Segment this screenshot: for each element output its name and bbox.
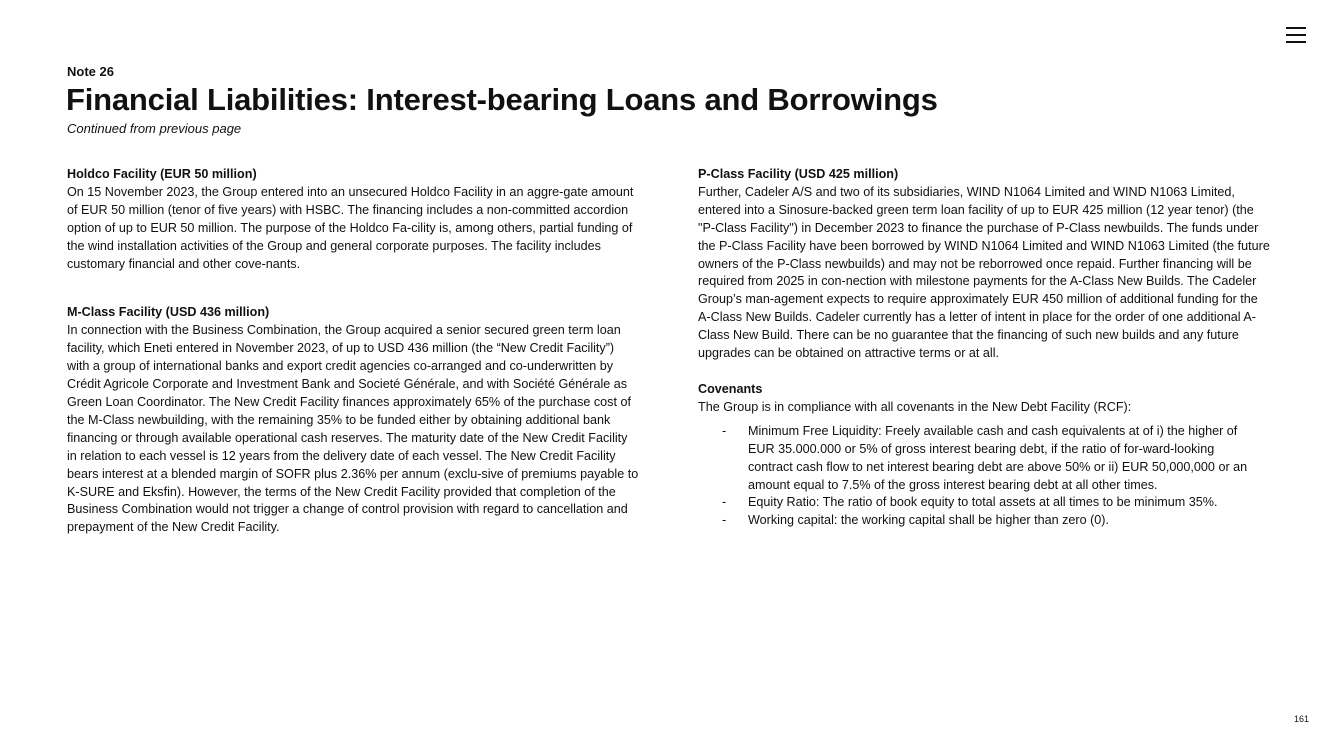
hamburger-menu-icon[interactable] [1286,26,1306,44]
list-item [698,512,1270,530]
mclass-facility-heading: M-Class Facility (USD 436 million) [67,305,270,320]
page-number: 161 [1294,714,1310,724]
holdco-facility-body: On 15 November 2023, the Group entered into an unsecured Holdco Facility in an aggre-gate amount of EUR 50 million (tenor of five years) with HSBC. The financing includes a non-committed accordion option of up to EUR 50 million. The purpose of the Holdco Fa-cility is, among others, partial funding of the wind installation activities of the Group and general corporate purposes. The facility includes customary financial and other cove-nants. [67,184,634,271]
menu-bar-middle [1286,34,1306,36]
menu-bar-top [1286,27,1306,29]
list-item [698,494,1270,512]
note-label: Note 26 [67,64,114,79]
left-column [67,166,639,568]
holdco-facility-heading: Holdco Facility (EUR 50 million) [67,167,257,181]
list-item [698,423,1270,495]
covenants-list [698,423,1270,530]
covenant-text: Working capital: the working capital shall be higher than zero (0). [748,513,1109,528]
pclass-facility-body: Further, Cadeler A/S and two of its subsidiaries, WIND N1064 Limited and WIND N1063 Limited, entered into a Sinosure-backed green term loan facility of up to EUR 425 million (12 year tenor) (the "P-Class Facility") in December 2023 to finance the purchase of P-Class newbuilds. The funds under the P-Class Facility have been borrowed by WIND N1064 Limited and WIND N1063 Limited (the future owners of the P-Class newbuilds) and may not be reborrowed once repaid. Further financing will be required from 2025 in con-nection with milestone payments for the A-Class New Builds. The Cadeler Group’s man-agement expects to require approximately EUR 450 million of additional funding for the A-Class New Builds. Cadeler currently has a letter of intent in place for the order of one additional A-Class New Build. There can be no guarantee that the financing of such new builds and any future upgrades can be obtained on attractive terms or at all. [698,184,1270,361]
bullet-dash: - [722,513,727,528]
covenant-text: Minimum Free Liquidity: Freely available cash and cash equivalents at of i) the higher of EUR 35.000.000 or 5% of gross interest bearing debt, if the ratio of for-ward-looking contract cash flow to net interest bearing debt are above 50% or ii) EUR 50,000,000 or an amount equal to 7.5% of the gross interest bearing debt at all other times. [748,423,1248,492]
mclass-facility-body: In connection with the Business Combination, the Group acquired a senior secured green term loan facility, which Eneti entered in November 2023, of up to USD 436 million (the “New Credit Facility”) with a group of international banks and export credit agencies co-arranged and co-underwritten by Crédit Agricole Corporate and Investment Bank and Societé Générale, and with Société Générale as Green Loan Coordinator. The New Credit Facility finances approximately 65% of the purchase cost of the M-Class newbuilding, with the remaining 35% to be funded either by obtaining additional bank financing or through available operational cash reserves. The maturity date of the New Credit Facility in relation to each vessel is 12 years from the delivery date of each vessel. The New Credit Facility bears interest at a blended margin of SOFR plus 2.36% per annum (exclu-sive of premiums payable to K-SURE and Eksfin). However, the terms of the New Credit Facility provided that completion of the Business Combination would not trigger a change of control provision with regard to cancellation and prepayment of the New Credit Facility. [67,323,639,535]
covenants-heading: Covenants [698,381,763,396]
covenants-section [698,381,1270,530]
mclass-facility-section [67,304,639,537]
covenant-text: Equity Ratio: The ratio of book equity to total assets at all times to be minimum 35%. [748,495,1218,510]
covenants-intro: The Group is in compliance with all covenants in the New Debt Facility (RCF): [698,399,1132,414]
bullet-dash: - [722,423,727,438]
menu-bar-bottom [1286,41,1306,43]
page-subtitle: Continued from previous page [67,121,242,136]
right-column [698,166,1270,548]
pclass-facility-section [698,166,1270,363]
pclass-facility-heading: P-Class Facility (USD 425 million) [698,167,899,181]
bullet-dash: - [722,495,727,510]
page-title: Financial Liabilities: Interest-bearing Loans and Borrowings [66,82,938,117]
holdco-facility-section [67,166,639,273]
